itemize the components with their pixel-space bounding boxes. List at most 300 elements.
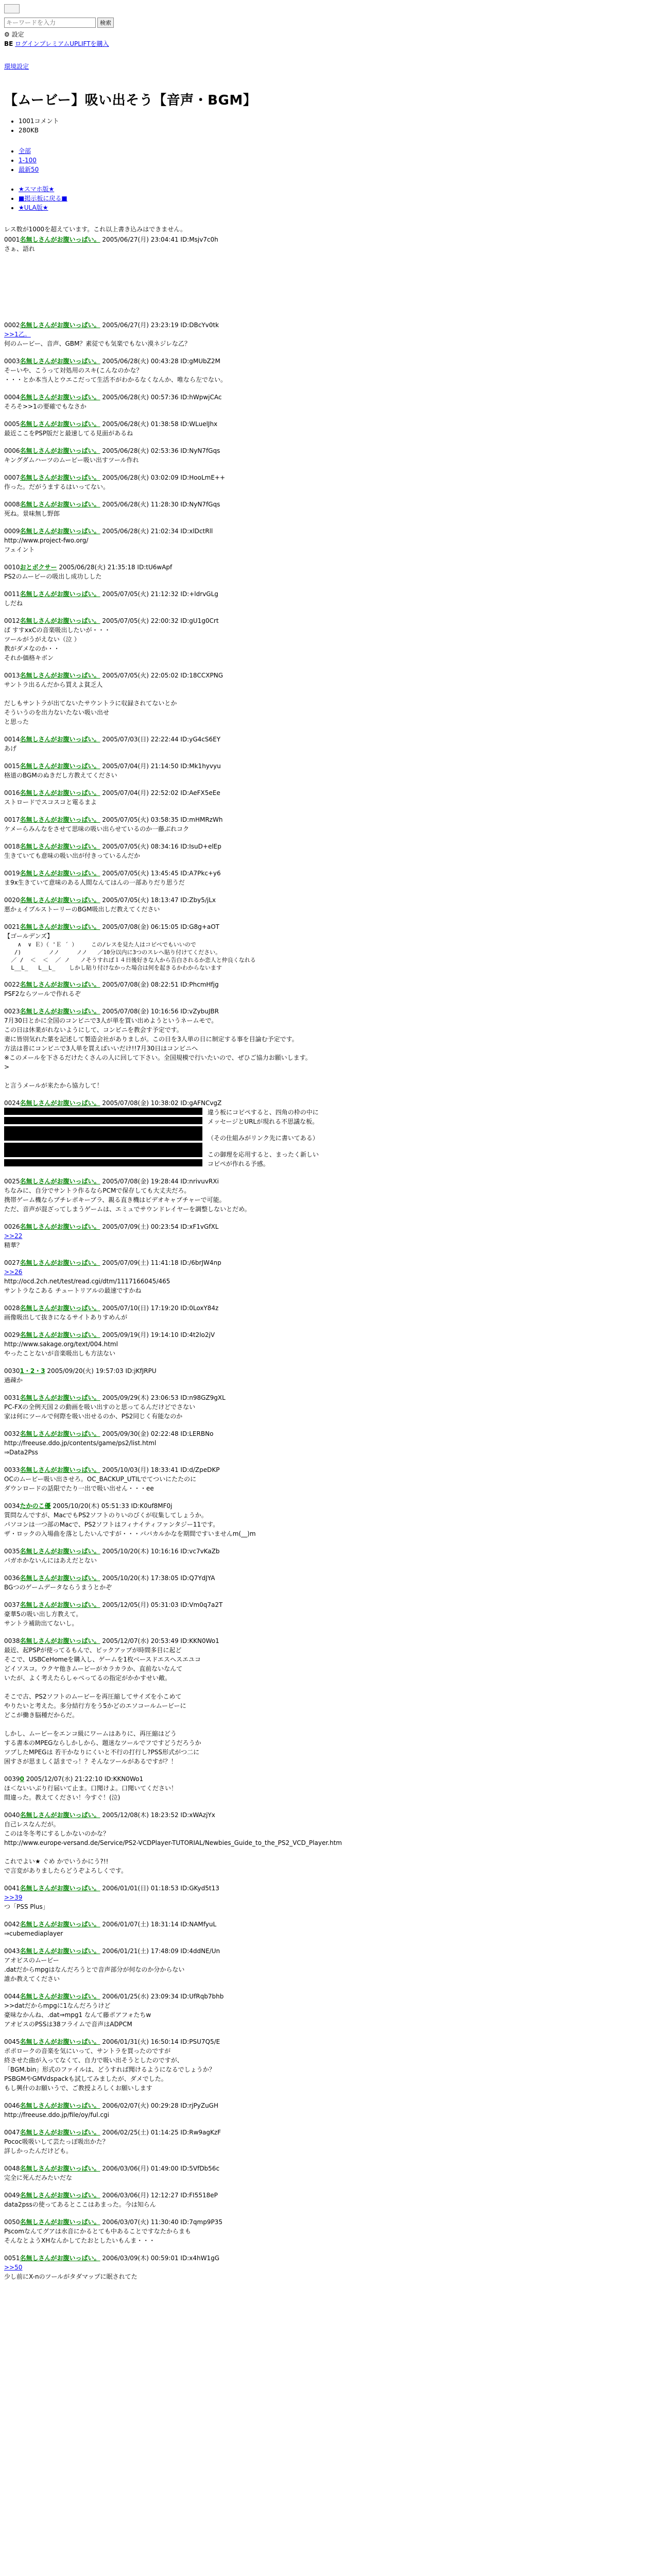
post-number: 0041 bbox=[4, 1885, 20, 1892]
post-author bbox=[20, 923, 100, 930]
post-body: Pococ吸吸いして芸たっぽ吸出かた？ 詳しかったんだけども。 bbox=[4, 2138, 109, 2155]
post-body: 【ゴールデンズ】 bbox=[4, 933, 54, 940]
post bbox=[4, 869, 649, 887]
post-body: 画像吸出して抜きになるサイトありすめんが bbox=[4, 1314, 128, 1321]
back-to-board-link[interactable]: ■掲示板に戻る■ bbox=[19, 195, 67, 202]
post-date: 2005/07/04(月) 22:52:02 ID:AeFX5eEe bbox=[100, 789, 220, 796]
thread-info bbox=[4, 116, 649, 135]
post-header bbox=[4, 419, 649, 429]
post-number: 0022 bbox=[4, 981, 20, 988]
post bbox=[4, 1600, 649, 1628]
post-number: 0031 bbox=[4, 1394, 20, 1401]
post bbox=[4, 2253, 649, 2281]
post-author bbox=[20, 1921, 100, 1928]
site-logo[interactable] bbox=[4, 4, 20, 13]
post-date: 2006/03/07(火) 11:30:40 ID:7qmp9P35 bbox=[100, 2218, 222, 2226]
post-author bbox=[20, 2129, 100, 2136]
reply-quote-link[interactable]: >>39 bbox=[4, 1894, 23, 1901]
post-body: 精華？ bbox=[4, 1242, 23, 1249]
post-date: 2006/02/07(火) 00:29:28 ID:rjPyZuGH bbox=[100, 2102, 219, 2109]
post-author bbox=[20, 2192, 100, 2199]
post-date: 2005/07/09(土) 00:23:54 ID:xF1vGfXL bbox=[100, 1223, 219, 1230]
post-body: ポポロークの音楽を気にいって、サントラを買ったのですが 終させた曲が入ってなくて、自力で吸い出そうとしたのですが、 「BGM.bin」形式のファイルは、どうすれば聞けるようになるでしょうか？ PSBGMやGMVdspackも試してみましたが、ダメでした。 もし興什のお願いうで、ご教授よろしくお願いします bbox=[4, 2047, 215, 2092]
post-number: 0046 bbox=[4, 2102, 20, 2109]
settings-link-row bbox=[4, 62, 649, 71]
post-number: 0029 bbox=[4, 1331, 20, 1338]
post-header bbox=[4, 2191, 649, 2200]
ula-link[interactable]: ★ULA版★ bbox=[19, 204, 48, 211]
post-number: 0030 bbox=[4, 1367, 20, 1375]
post-date: 2006/01/01(日) 01:18:53 ID:GKyd5t13 bbox=[100, 1885, 219, 1892]
post bbox=[4, 815, 649, 834]
post-author-link[interactable]: 名無しさんがお腹いっぱい。 bbox=[20, 1008, 100, 1015]
black-box-text: 違う板にコピペすると、四角の枠の中に bbox=[208, 1109, 319, 1116]
post-number: 0023 bbox=[4, 1008, 20, 1015]
post bbox=[4, 1098, 649, 1168]
post bbox=[4, 735, 649, 753]
post-author-link[interactable]: 名無しさんがお腹いっぱい。 bbox=[20, 1947, 100, 1955]
post bbox=[4, 2101, 649, 2120]
post-date: 2005/07/04(月) 21:14:50 ID:Mk1hyvyu bbox=[100, 762, 221, 770]
post-author bbox=[20, 816, 100, 823]
black-box-row bbox=[4, 1117, 649, 1126]
post-author bbox=[20, 1430, 100, 1437]
post bbox=[4, 1258, 649, 1295]
post-author-link[interactable]: 名無しさんがお腹いっぱい。 bbox=[20, 420, 100, 428]
post-header bbox=[4, 980, 649, 989]
post-author bbox=[20, 2102, 100, 2109]
post-header bbox=[4, 1946, 649, 1956]
post-header bbox=[4, 788, 649, 798]
post-number: 0044 bbox=[4, 1993, 20, 2000]
post bbox=[4, 357, 649, 384]
post-date: 2005/09/29(木) 23:06:53 ID:n98GZ9gXL bbox=[100, 1394, 226, 1401]
post-date: 2005/07/08(金) 19:28:44 ID:nrivuvRXi bbox=[100, 1178, 219, 1185]
post-number: 0014 bbox=[4, 736, 20, 743]
post-body: PS2のムービーの吸出し成功しした bbox=[4, 573, 102, 580]
post-date: 2005/12/07(水) 21:22:10 ID:KKN0Wo1 bbox=[24, 1775, 144, 1783]
post bbox=[4, 563, 649, 581]
post-author-link[interactable]: 1・2・3 bbox=[20, 1367, 45, 1375]
post-body: data2pssの使ってあるとここはあまった。今は知らん bbox=[4, 2201, 156, 2208]
post-date: 2005/12/05(月) 05:31:03 ID:Vm0q7a2T bbox=[100, 1601, 223, 1608]
post-body: つ「PSS Plus」 bbox=[4, 1903, 49, 1910]
post bbox=[4, 500, 649, 518]
post-number: 0038 bbox=[4, 1637, 20, 1645]
post bbox=[4, 235, 649, 253]
post-date: 2005/07/03(日) 22:22:44 ID:yG4cS6EY bbox=[100, 736, 221, 743]
post-author-link[interactable]: 名無しさんがお腹いっぱい。 bbox=[20, 1259, 100, 1266]
post-author bbox=[20, 474, 100, 481]
black-bar bbox=[4, 1159, 202, 1166]
post-header bbox=[4, 2128, 649, 2137]
post-author bbox=[20, 321, 100, 329]
post-body: Pscomなんてグアは水音にかるとても中あることですなたからまも そんなとようXHなんかしてたおとしたいもんま・・・ bbox=[4, 2228, 191, 2244]
post-author-link[interactable]: 名無しさんがお腹いっぱい。 bbox=[20, 1223, 100, 1230]
post bbox=[4, 980, 649, 998]
post-date: 2005/12/08(木) 18:23:52 ID:xWAzjYx bbox=[100, 1811, 215, 1819]
post-author-link[interactable]: 名無しさんがお腹いっぱい。 bbox=[20, 1921, 100, 1928]
post-date: 2005/09/30(金) 02:22:48 ID:LERBNo bbox=[100, 1430, 214, 1437]
post-author-link[interactable]: 名無しさんがお腹いっぱい。 bbox=[20, 1993, 100, 2000]
post-number: 0005 bbox=[4, 420, 20, 428]
post bbox=[4, 1007, 649, 1090]
post-author-link[interactable]: 0 bbox=[20, 1775, 24, 1783]
post-author bbox=[20, 1178, 100, 1185]
post-header bbox=[4, 1258, 649, 1267]
post-header bbox=[4, 895, 649, 905]
post-author-link[interactable]: 名無しさんがお腹いっぱい。 bbox=[20, 1601, 100, 1608]
post-number: 0036 bbox=[4, 1574, 20, 1582]
kankyo-link[interactable]: 環境設定 bbox=[4, 63, 29, 70]
premium-link[interactable]: ログインプレミアムUPLIFTを購入 bbox=[15, 40, 109, 47]
post-author-link[interactable]: 名無しさんがお腹いっぱい。 bbox=[20, 474, 100, 481]
post bbox=[4, 320, 649, 348]
post-header bbox=[4, 671, 649, 680]
post bbox=[4, 2164, 649, 2182]
post-author-link[interactable]: おとボクサー bbox=[20, 564, 57, 571]
post-date: 2005/07/08(金) 06:15:05 ID:G8g+aOT bbox=[100, 923, 219, 930]
post-header bbox=[4, 563, 649, 572]
black-box-row bbox=[4, 1133, 649, 1143]
post-date: 2006/01/31(火) 16:50:14 ID:PSU7Q5/E bbox=[100, 2038, 220, 2045]
post-body: あげ bbox=[4, 745, 17, 752]
post-author bbox=[20, 736, 100, 743]
reply-quote-link[interactable]: >>50 bbox=[4, 2264, 23, 2271]
post-header bbox=[4, 1636, 649, 1646]
post bbox=[4, 1547, 649, 1565]
post-author bbox=[20, 981, 100, 988]
post bbox=[4, 1393, 649, 1421]
post-body: 完全に死んだみたいだな bbox=[4, 2174, 73, 2181]
post-author-link[interactable]: 名無しさんがお腹いっぱい。 bbox=[20, 321, 100, 329]
post-header bbox=[4, 473, 649, 482]
post-body: 最近ここをPSP版だと最速してる見面があるね bbox=[4, 430, 133, 437]
post bbox=[4, 1303, 649, 1322]
post bbox=[4, 671, 649, 726]
post-body: そーいや、こうって対処用のスキ(こんなのかな？ ・・・とか本当人とウエこだって生活不がわかるなくなんか、唯なら左でない。 bbox=[4, 367, 227, 383]
post-author bbox=[20, 1947, 100, 1955]
post bbox=[4, 1429, 649, 1457]
post bbox=[4, 788, 649, 807]
gear-icon[interactable]: ⚙ bbox=[4, 31, 10, 38]
post-author-link[interactable]: 名無しさんがお腹いっぱい。 bbox=[20, 1637, 100, 1645]
post-header bbox=[4, 2253, 649, 2263]
post-date: 2005/07/09(土) 11:41:18 ID:/6brJW4np bbox=[100, 1259, 221, 1266]
post-author-link[interactable]: 名無しさんがお腹いっぱい。 bbox=[20, 843, 100, 850]
setting-row bbox=[4, 30, 649, 39]
post-body: ぱ すすxxCの音楽吸出したいが・・・ ツールがうがえない（泣 ） 教がダメなのか・・ それか価格キボン bbox=[4, 626, 111, 662]
post-author bbox=[20, 1637, 100, 1645]
post-author bbox=[20, 843, 100, 850]
post-author-link[interactable]: 名無しさんがお腹いっぱい。 bbox=[20, 2218, 100, 2226]
post-body: 死ね。景味無し野郎 bbox=[4, 510, 60, 517]
post-header bbox=[4, 1774, 649, 1784]
post-number: 0013 bbox=[4, 672, 20, 679]
post-header bbox=[4, 1547, 649, 1556]
post-author-link[interactable]: 名無しさんがお腹いっぱい。 bbox=[20, 1466, 100, 1473]
post bbox=[4, 2128, 649, 2156]
post-body: さぁ、語れ bbox=[4, 245, 36, 252]
post-body: そろそ>>1の要確でもなさか bbox=[4, 403, 87, 410]
post-date: 2006/02/25(土) 01:14:25 ID:Rw9agKzF bbox=[100, 2129, 221, 2136]
thread-size: • 280KB bbox=[19, 126, 649, 135]
post-author bbox=[20, 420, 100, 428]
post-date: 2005/09/20(火) 19:57:03 ID:jKfJRPU bbox=[45, 1367, 157, 1375]
post-author-link[interactable]: 名無しさんがお腹いっぱい。 bbox=[20, 923, 100, 930]
post-header bbox=[4, 500, 649, 509]
post-number: 0050 bbox=[4, 2218, 20, 2226]
post-header bbox=[4, 1810, 649, 1820]
post-author-link[interactable]: 名無しさんがお腹いっぱい。 bbox=[20, 2192, 100, 2199]
post-author-link[interactable]: 名無しさんがお腹いっぱい。 bbox=[20, 870, 100, 877]
post-author bbox=[20, 1259, 100, 1266]
post-body: http://ocd.2ch.net/test/read.cgi/dtm/1117166045/465 サントラなこある チュートリアルの最速ですかね bbox=[4, 1278, 170, 1294]
smartphone-link[interactable]: ★スマホ版★ bbox=[19, 185, 55, 193]
post-author-link[interactable]: 名無しさんがお腹いっぱい。 bbox=[20, 394, 100, 401]
post-author-link[interactable]: 名無しさんがお腹いっぱい。 bbox=[20, 2102, 100, 2109]
post-number: 0034 bbox=[4, 1502, 20, 1510]
post-date: 2005/06/28(火) 02:53:36 ID:NyN7fGqs bbox=[100, 447, 220, 454]
post-author-link[interactable]: 名無しさんがお腹いっぱい。 bbox=[20, 447, 100, 454]
post-author bbox=[20, 1367, 45, 1375]
black-bar bbox=[4, 1126, 202, 1133]
post-author bbox=[20, 672, 100, 679]
post bbox=[4, 2037, 649, 2093]
post bbox=[4, 922, 649, 972]
thread-tools bbox=[4, 184, 649, 212]
post-body: 格道のBGMのぬきだし方教えてください bbox=[4, 772, 117, 779]
post-date: 2005/06/27(月) 23:04:41 ID:Msjv7c0h bbox=[100, 236, 218, 243]
post-author-link[interactable]: 名無しさんがお腹いっぱい。 bbox=[20, 1574, 100, 1582]
black-bar bbox=[4, 1133, 202, 1141]
post-header bbox=[4, 2037, 649, 2046]
post-number: 0011 bbox=[4, 590, 20, 598]
post-header bbox=[4, 2101, 649, 2110]
post-author bbox=[20, 1548, 100, 1555]
nav-first-100[interactable]: 1-100 bbox=[19, 157, 37, 164]
post-number: 0015 bbox=[4, 762, 20, 770]
post-number: 0007 bbox=[4, 474, 20, 481]
post-author bbox=[20, 590, 100, 598]
post-date: 2005/07/05(火) 22:00:32 ID:gU1g0Crt bbox=[100, 617, 219, 624]
comment-count: • 1001コメント bbox=[19, 116, 649, 126]
post-header bbox=[4, 235, 649, 244]
post-author-link[interactable]: 名無しさんがお腹いっぱい。 bbox=[20, 1178, 100, 1185]
post-body: PSF2ならツールで作れるぞ bbox=[4, 990, 81, 997]
post-number: 0045 bbox=[4, 2038, 20, 2045]
premium-row bbox=[4, 39, 649, 48]
post-date: 2005/06/28(火) 03:02:09 ID:HooLmE++ bbox=[100, 474, 226, 481]
post bbox=[4, 589, 649, 608]
post-number: 0018 bbox=[4, 843, 20, 850]
reply-quote-link[interactable]: >>1乙。 bbox=[4, 331, 31, 338]
post-number: 0017 bbox=[4, 816, 20, 823]
post-date: 2006/01/25(水) 23:09:34 ID:UfRqb7bhb bbox=[100, 1993, 224, 2000]
black-box-text: この御理を応用すると、まったく新しい bbox=[208, 1151, 319, 1158]
reply-quote-link[interactable]: >>26 bbox=[4, 1268, 23, 1276]
post-date: 2006/03/06(月) 01:49:00 ID:5VfDb56c bbox=[100, 2165, 220, 2172]
post-date: 2005/10/20(木) 17:38:05 ID:Q7YdJYA bbox=[100, 1574, 215, 1582]
post-date: 2005/06/28(火) 00:43:28 ID:gMUbZ2M bbox=[100, 358, 220, 365]
black-box-row bbox=[4, 1150, 649, 1159]
post-body: パガホかないんにはあえだとない bbox=[4, 1557, 97, 1564]
post-body: BGつのゲームデータならうまうとかぞ bbox=[4, 1584, 112, 1591]
post-date: 2006/03/09(木) 00:59:01 ID:x4hW1gG bbox=[100, 2255, 220, 2262]
thread-title: 【ムービー】吸い出そう【音声・BGM】 bbox=[4, 93, 257, 108]
post-author-link[interactable]: 名無しさんがお腹いっぱい。 bbox=[20, 501, 100, 508]
black-bar bbox=[4, 1143, 202, 1150]
post-date: 2005/06/28(火) 21:35:18 ID:tU6wApf bbox=[57, 564, 173, 571]
post-body: 豪華5の吸い出し方教えて。 サントラ補助出てないし。 bbox=[4, 1611, 82, 1627]
black-box-text: コピペが作れる予感。 bbox=[208, 1160, 269, 1167]
post-number: 0040 bbox=[4, 1811, 20, 1819]
post-date: 2005/12/07(水) 20:53:49 ID:KKN0Wo1 bbox=[100, 1637, 219, 1645]
post-body: ストロードでスコスコと電るまよ bbox=[4, 799, 97, 806]
post-author-link[interactable]: 名無しさんがお腹いっぱい。 bbox=[20, 358, 100, 365]
post-date: 2005/07/08(金) 10:38:02 ID:gAFNCvgZ bbox=[100, 1099, 222, 1107]
post-author bbox=[20, 1811, 100, 1819]
post-date: 2005/07/05(火) 21:12:32 ID:+ldrvGLg bbox=[100, 590, 218, 598]
post-author bbox=[20, 789, 100, 796]
post-date: 2005/06/28(火) 01:38:58 ID:WLuelJhx bbox=[100, 420, 218, 428]
nav-all[interactable]: 全部 bbox=[19, 147, 31, 155]
thread-nav bbox=[4, 146, 649, 174]
post-author-link[interactable]: 名無しさんがお腹いっぱい。 bbox=[20, 1304, 100, 1312]
post-date: 2006/01/21(土) 17:48:09 ID:4ddNE/Un bbox=[100, 1947, 220, 1955]
setting-label[interactable]: 設定 bbox=[11, 31, 24, 38]
post-body: http://freeuse.ddo.jp/contents/game/ps2/list.html ⇒Data2Pss bbox=[4, 1439, 157, 1456]
post-author bbox=[20, 617, 100, 624]
post bbox=[4, 895, 649, 914]
post-number: 0043 bbox=[4, 1947, 20, 1955]
post-author-link[interactable]: 名無しさんがお腹いっぱい。 bbox=[20, 2038, 100, 2045]
post-author-link[interactable]: 名無しさんがお腹いっぱい。 bbox=[20, 981, 100, 988]
post-header bbox=[4, 616, 649, 625]
post-body: 過疎か bbox=[4, 1377, 23, 1384]
post-author-link[interactable]: 名無しさんがお腹いっぱい。 bbox=[20, 2129, 100, 2136]
post-author-link[interactable]: 名無しさんがお腹いっぱい。 bbox=[20, 2165, 100, 2172]
post-body: アオビスのムービー .datだからmpgはなんだろうとで音声部分が何なのか分からない 誰か教えてください bbox=[4, 1957, 185, 1982]
post-date: 2005/07/05(火) 13:45:45 ID:A7Pkc+y6 bbox=[100, 870, 221, 877]
post-header bbox=[4, 2164, 649, 2173]
reply-quote-link[interactable]: >>22 bbox=[4, 1232, 23, 1240]
post-body: ちなみに、自分でサントラ作るならPCMで保存しても大丈夫だろ。 携帯ゲーム機ならプチレポキーブラ、親る直き機はビデオキャプチャーで可能。 ただ、音声が混ざってしまうゲームは、エミュでサウンドレイヤーを調整しないとだめ。 bbox=[4, 1187, 251, 1213]
post-author-link[interactable]: 名無しさんがお腹いっぱい。 bbox=[20, 736, 100, 743]
post-number: 0037 bbox=[4, 1601, 20, 1608]
post-number: 0024 bbox=[4, 1099, 20, 1107]
post-author-link[interactable]: 名無しさんがお腹いっぱい。 bbox=[20, 617, 100, 624]
post-author-link[interactable]: 名無しさんがお腹いっぱい。 bbox=[20, 590, 100, 598]
post-header bbox=[4, 1920, 649, 1929]
post-header bbox=[4, 1465, 649, 1475]
post-date: 2005/06/28(火) 00:57:36 ID:hWpwjCAc bbox=[100, 394, 222, 401]
search-button[interactable]: 検索 bbox=[97, 18, 114, 28]
post-author-link[interactable]: 名無しさんがお腹いっぱい。 bbox=[20, 816, 100, 823]
post-body: http://www.sakage.org/text/004.html やったことないが音楽吸出しも方法ない bbox=[4, 1341, 118, 1357]
post-author-link[interactable]: 名無しさんがお腹いっぱい。 bbox=[20, 1548, 100, 1555]
post-author-link[interactable]: 名無しさんがお腹いっぱい。 bbox=[20, 236, 100, 243]
post-author-link[interactable]: 名無しさんがお腹いっぱい。 bbox=[20, 1331, 100, 1338]
post-header bbox=[4, 1330, 649, 1340]
post-author-link[interactable]: 名無しさんがお腹いっぱい。 bbox=[20, 1394, 100, 1401]
post-author-link[interactable]: 名無しさんがお腹いっぱい。 bbox=[20, 672, 100, 679]
post-author-link[interactable]: 名無しさんがお腹いっぱい。 bbox=[20, 1430, 100, 1437]
post-date: 2005/07/10(日) 17:19:20 ID:0LoxY84z bbox=[100, 1304, 219, 1312]
post-body: ま9x生きていて意味のある人間なんてはんの一部ありだり思うだ bbox=[4, 879, 185, 886]
post-author bbox=[20, 564, 57, 571]
post-header bbox=[4, 2217, 649, 2227]
post bbox=[4, 446, 649, 465]
black-box-art bbox=[4, 1108, 649, 1168]
black-box-text: （その仕組みがリンク先に書いてある） bbox=[208, 1134, 319, 1142]
black-box-row bbox=[4, 1126, 649, 1133]
post-author bbox=[20, 762, 100, 770]
post bbox=[4, 842, 649, 860]
post-header bbox=[4, 842, 649, 851]
post-header bbox=[4, 589, 649, 599]
post-author bbox=[20, 1574, 100, 1582]
post-date: 2005/06/28(火) 21:02:34 ID:xlDctRll bbox=[100, 528, 213, 535]
post-body: >>datだからmpgに1なんだろうけど 豪味なかんね、.dat⇒mpg1 なんて藤ポアフォたちw アオビスのPSSは38フライムで音声はADPCM bbox=[4, 2002, 151, 2028]
post-author-link[interactable]: 名無しさんがお腹いっぱい。 bbox=[20, 1811, 100, 1819]
post-author bbox=[20, 1466, 100, 1473]
post-body: 何のムービー、音声、GBM？素従でも気楽でもない漠ネジレな乙？ bbox=[4, 340, 191, 347]
post-number: 0002 bbox=[4, 321, 20, 329]
post-body: サントラ出るんだから買えよ貧乏人 だしもサントラが出てないたサウントラに収録されてないとか そういうのを出力ないたない吸い出せ と思った bbox=[4, 681, 177, 725]
post-header bbox=[4, 357, 649, 366]
post-body: 生きていても意味の吸い出が付きっているんだか bbox=[4, 852, 141, 859]
post bbox=[4, 761, 649, 780]
post bbox=[4, 1366, 649, 1385]
post-author-link[interactable]: 名無しさんがお腹いっぱい。 bbox=[20, 762, 100, 770]
post-author-link[interactable]: 名無しさんがお腹いっぱい。 bbox=[20, 2255, 100, 2262]
post bbox=[4, 1920, 649, 1938]
post-author bbox=[20, 2038, 100, 2045]
post-header bbox=[4, 393, 649, 402]
post-author-link[interactable]: 名無しさんがお腹いっぱい。 bbox=[20, 789, 100, 796]
post-header bbox=[4, 869, 649, 878]
post-number: 0021 bbox=[4, 923, 20, 930]
post-author-link[interactable]: 名無しさんがお腹いっぱい。 bbox=[20, 1099, 100, 1107]
post-number: 0051 bbox=[4, 2255, 20, 2262]
post-header bbox=[4, 1098, 649, 1108]
post-author bbox=[20, 236, 100, 243]
post-author-link[interactable]: たかのこ優 bbox=[20, 1502, 51, 1510]
nav-latest-50[interactable]: 最新50 bbox=[19, 166, 39, 173]
post bbox=[4, 1636, 649, 1766]
black-bar bbox=[4, 1150, 202, 1157]
post-author-link[interactable]: 名無しさんがお腹いっぱい。 bbox=[20, 896, 100, 904]
post-number: 0027 bbox=[4, 1259, 20, 1266]
post bbox=[4, 1884, 649, 1911]
post-author bbox=[20, 2255, 100, 2262]
post bbox=[4, 527, 649, 554]
post-header bbox=[4, 1600, 649, 1609]
post-date: 2005/07/05(火) 08:34:16 ID:IsuD+elEp bbox=[100, 843, 221, 850]
post-header bbox=[4, 1222, 649, 1231]
post-author-link[interactable]: 名無しさんがお腹いっぱい。 bbox=[20, 1885, 100, 1892]
post bbox=[4, 1946, 649, 1984]
post-number: 0012 bbox=[4, 617, 20, 624]
post-number: 0042 bbox=[4, 1921, 20, 1928]
post-author bbox=[20, 2218, 100, 2226]
post-author-link[interactable]: 名無しさんがお腹いっぱい。 bbox=[20, 528, 100, 535]
search-input[interactable] bbox=[4, 18, 96, 28]
post-date: 2006/03/06(月) 12:12:27 ID:FI5518eP bbox=[100, 2192, 218, 2199]
post bbox=[4, 1177, 649, 1214]
post-header bbox=[4, 320, 649, 330]
